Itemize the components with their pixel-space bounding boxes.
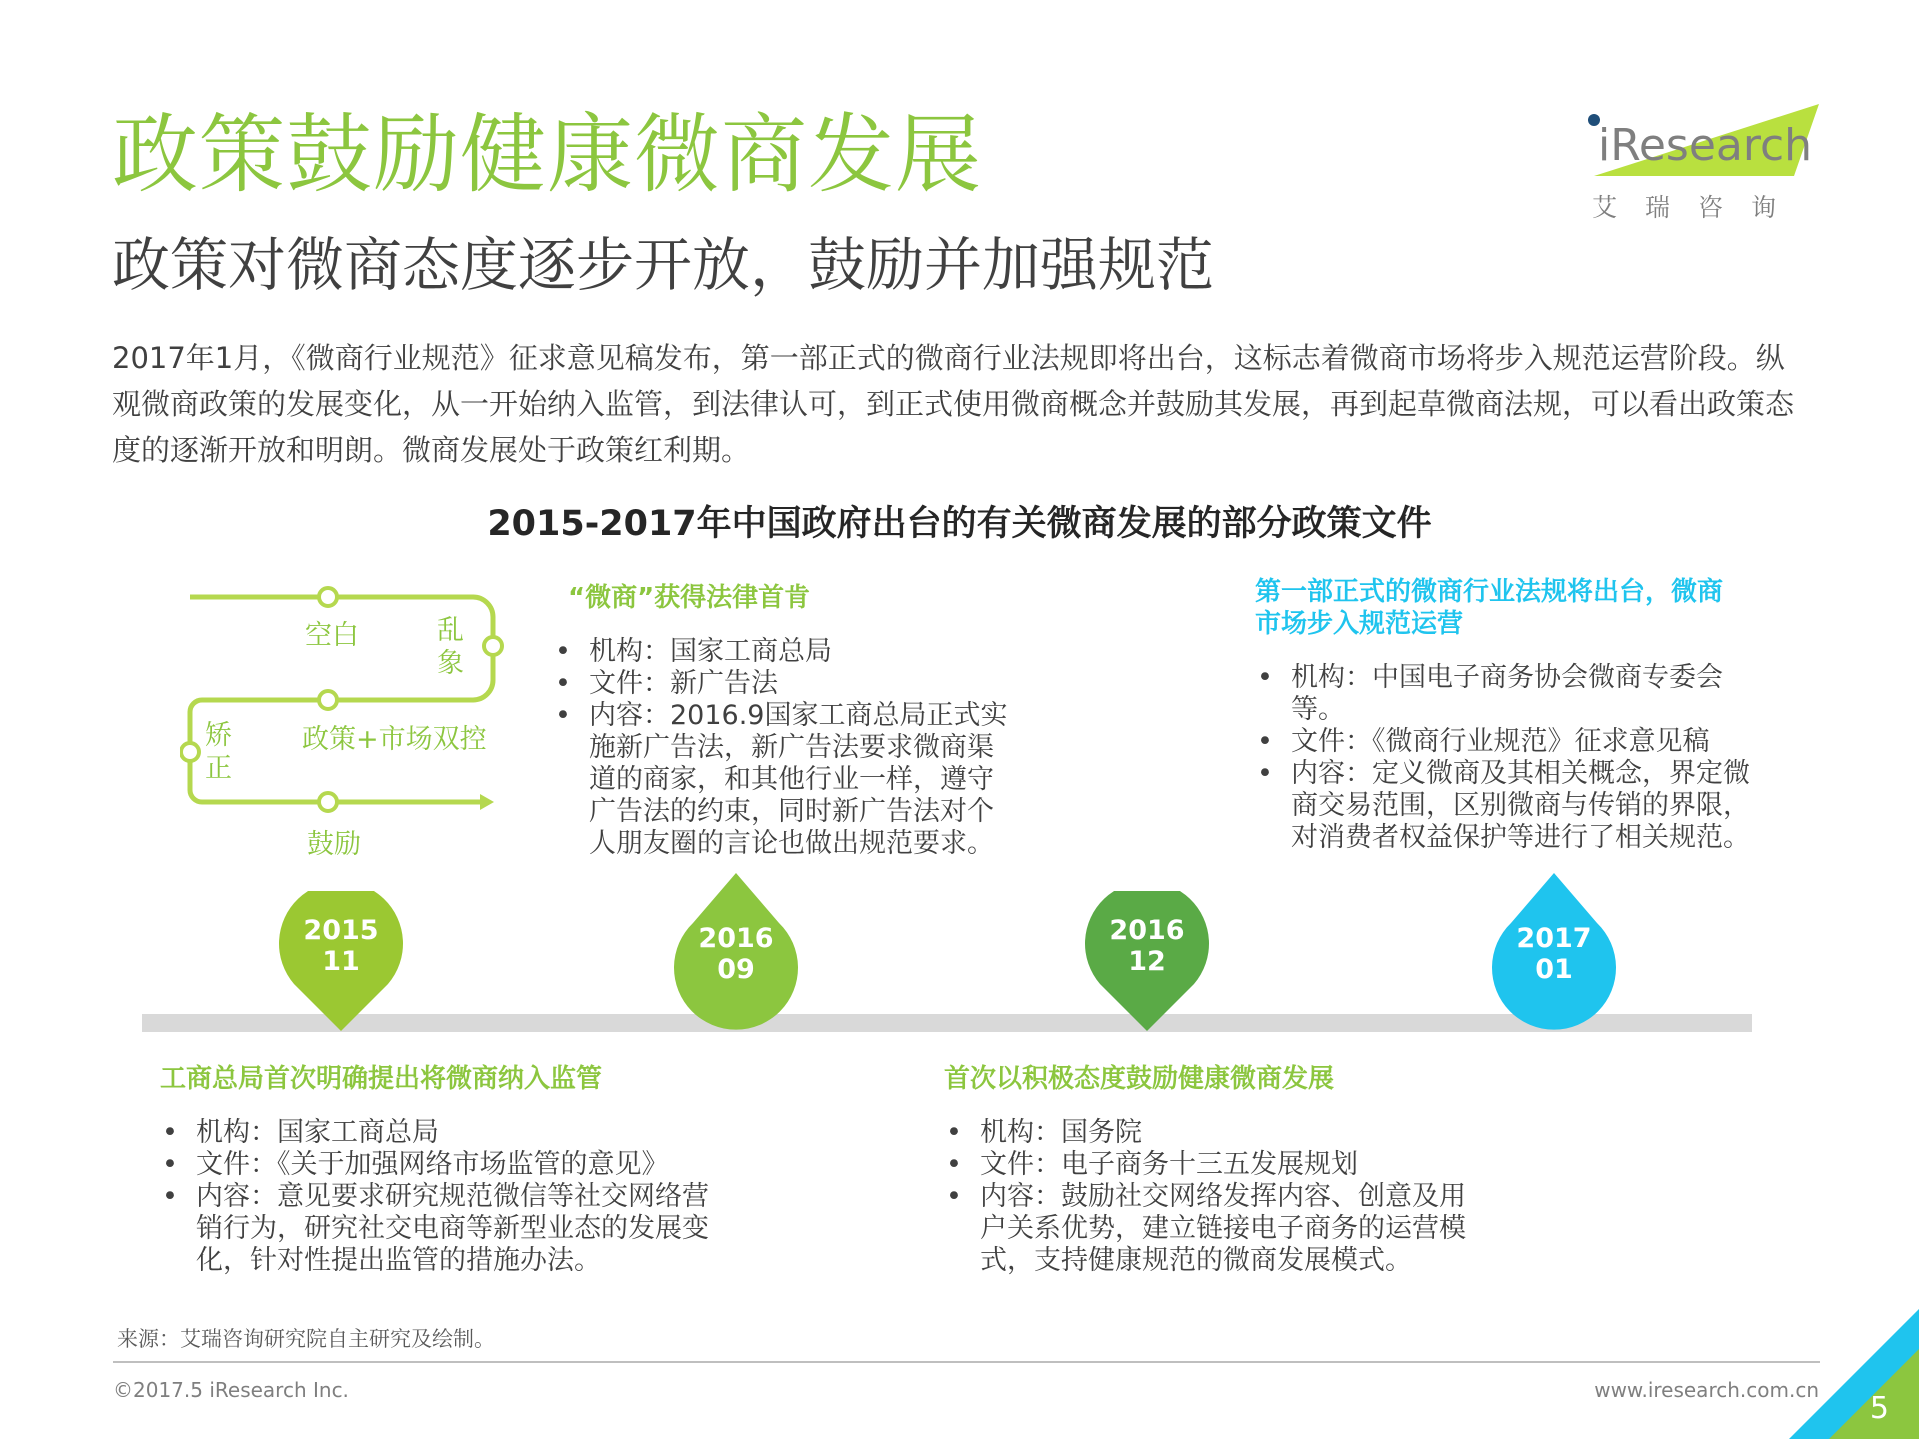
event-title: 工商总局首次明确提出将微商纳入监管 xyxy=(160,1064,603,1094)
list-item: • 文件：新广告法 xyxy=(555,668,778,699)
footer-divider xyxy=(113,1361,1820,1363)
marker-month: 01 xyxy=(1535,954,1573,985)
list-item: • 文件：《微商行业规范》征求意见稿 xyxy=(1257,726,1710,757)
event-2016-09 xyxy=(553,582,1013,860)
list-item: • 内容：意见要求研究规范微信等社交网络营销行为，研究社交电商等新型业态的发展变化，针对性提出监管的措施办法。 xyxy=(162,1181,709,1276)
diagram-label-dual-control: 政策+市场双控 xyxy=(302,724,487,755)
diagram-label-chaos: 乱象 xyxy=(437,615,464,679)
timeline-marker-2017-01 xyxy=(1491,873,1617,1033)
marker-year: 2016 xyxy=(698,923,774,954)
list-item: • 内容：定义微商及其相关概念，界定微商交易范围，区别微商与传销的界限，对消费者权益保护等进行了相关规范。 xyxy=(1257,758,1750,853)
timeline-marker-2016-09 xyxy=(673,873,799,1033)
list-item: • 机构：中国电子商务协会微商专委会等。 xyxy=(1257,662,1723,725)
source-note: 来源：艾瑞咨询研究院自主研究及绘制。 xyxy=(117,1327,495,1351)
event-title: “微商”获得法律首肯 xyxy=(568,583,811,613)
list-item: • 内容：2016.9国家工商总局正式实施新广告法，新广告法要求微商渠道的商家，和其他行业一样，遵守广告法的约束，同时新广告法对个人朋友圈的言论也做出规范要求。 xyxy=(555,700,1008,859)
timeline-marker-2016-12 xyxy=(1084,891,1210,1031)
copyright: ©2017.5 iResearch Inc. xyxy=(113,1378,349,1402)
event-2016-12 xyxy=(944,1063,1474,1277)
list-item: • 机构：国家工商总局 xyxy=(555,636,832,667)
website-url[interactable]: www.iresearch.com.cn xyxy=(1594,1378,1819,1402)
diagram-label-encourage: 鼓励 xyxy=(307,829,361,860)
marker-year: 2015 xyxy=(303,915,379,946)
intro-paragraph: 2017年1月，《微商行业规范》征求意见稿发布，第一部正式的微商行业法规即将出台，这标志着微商市场将步入规范运营阶段。纵观微商政策的发展变化，从一开始纳入监管，到法律认可，到正式使用微商概念并鼓励其发展，再到起草微商法规，可以看出政策态度的逐渐开放和明朗。微商发展处于政策红利期。 xyxy=(112,341,1795,467)
list-item: • 内容：鼓励社交网络发挥内容、创意及用户关系优势，建立链接电子商务的运营模式，支持健康规范的微商发展模式。 xyxy=(946,1181,1466,1276)
corner-decoration xyxy=(1779,1299,1919,1439)
marker-month: 11 xyxy=(322,946,360,977)
marker-month: 12 xyxy=(1128,946,1166,977)
timeline-marker-2015-11 xyxy=(278,891,404,1031)
logo-subtitle: 艾瑞咨询 xyxy=(1592,193,1805,222)
page-title: 政策鼓励健康微商发展 xyxy=(112,105,982,205)
marker-year: 2017 xyxy=(1516,923,1592,954)
event-2017-01 xyxy=(1255,576,1755,854)
event-2015-11 xyxy=(160,1063,720,1277)
event-title: 首次以积极态度鼓励健康微商发展 xyxy=(944,1064,1335,1094)
marker-year: 2016 xyxy=(1109,915,1185,946)
page-subtitle: 政策对微商态度逐步开放，鼓励并加强规范 xyxy=(112,231,1215,299)
list-item: • 文件：电子商务十三五发展规划 xyxy=(946,1149,1358,1180)
list-item: • 文件：《关于加强网络市场监管的意见》 xyxy=(162,1149,669,1180)
list-item: • 机构：国务院 xyxy=(946,1117,1142,1148)
marker-month: 09 xyxy=(717,954,755,985)
list-item: • 机构：国家工商总局 xyxy=(162,1117,439,1148)
diagram-label-blank: 空白 xyxy=(305,620,359,651)
logo-name: iResearch xyxy=(1598,120,1813,171)
page-number: 5 xyxy=(1869,1391,1889,1426)
event-title: 第一部正式的微商行业法规将出台，微商市场步入规范运营 xyxy=(1255,577,1724,639)
chart-title: 2015-2017年中国政府出台的有关微商发展的部分政策文件 xyxy=(487,504,1432,544)
diagram-label-correction: 矫正 xyxy=(205,720,232,784)
